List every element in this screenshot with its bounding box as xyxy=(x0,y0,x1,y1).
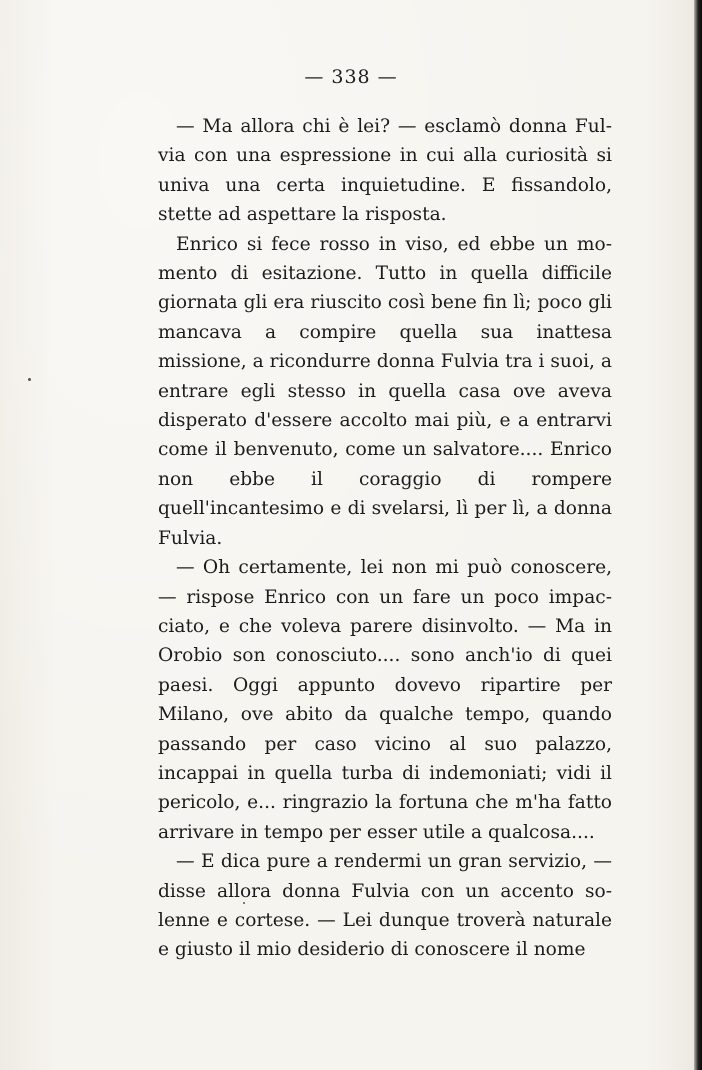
paragraph: Enrico si fece rosso in viso, ed ebbe un momento di esitazione. Tutto in quella difficile giornata gli era riuscito così bene fin lì; poco gli mancava a compire quella sua inattesa missione, a ricondurre donna Fulvia tra i suoi, a entrare egli stesso in quella casa ove aveva disperato d'essere accolto mai più, e a entrarvi come il benvenuto, come un salvatore.... Enrico non ebbe il coraggio di rompere quell'incantesimo e di svelarsi, lì per lì, a donna Fulvia. xyxy=(158,233,612,549)
paragraph: — E dica pure a rendermi un gran servizio, — disse allora donna Fulvia con un accento solenne e cortese. — Lei dunque troverà naturale e giusto il mio desiderio di conoscere il nome xyxy=(158,851,612,961)
body-text xyxy=(158,112,612,965)
ink-speck xyxy=(28,378,31,381)
paragraph: — Ma allora chi è lei? — esclamò donna Fulvia con una espressione in cui alla curiosità si univa una certa inquietudine. E fissandolo, stette ad aspettare la risposta. xyxy=(158,116,612,226)
ink-speck xyxy=(243,902,245,904)
page-edge xyxy=(694,0,702,1070)
paragraph: — Oh certamente, lei non mi può conoscere, — rispose Enrico con un fare un poco impacciato, e che voleva parere disinvolto. — Ma in Orobio son conosciuto.... sono anch'io di quei paesi. Oggi appunto dovevo ripartire per Milano, ove abito da qualche tempo, quando passando per caso vicino al suo palazzo, incappai in quella turba di indemoniati; vidi il pericolo, e... ringrazio la fortuna che m'ha fatto arrivare in tempo per esser utile a qualcosa.... xyxy=(158,557,612,843)
page-number-header: — 338 — xyxy=(304,66,398,88)
